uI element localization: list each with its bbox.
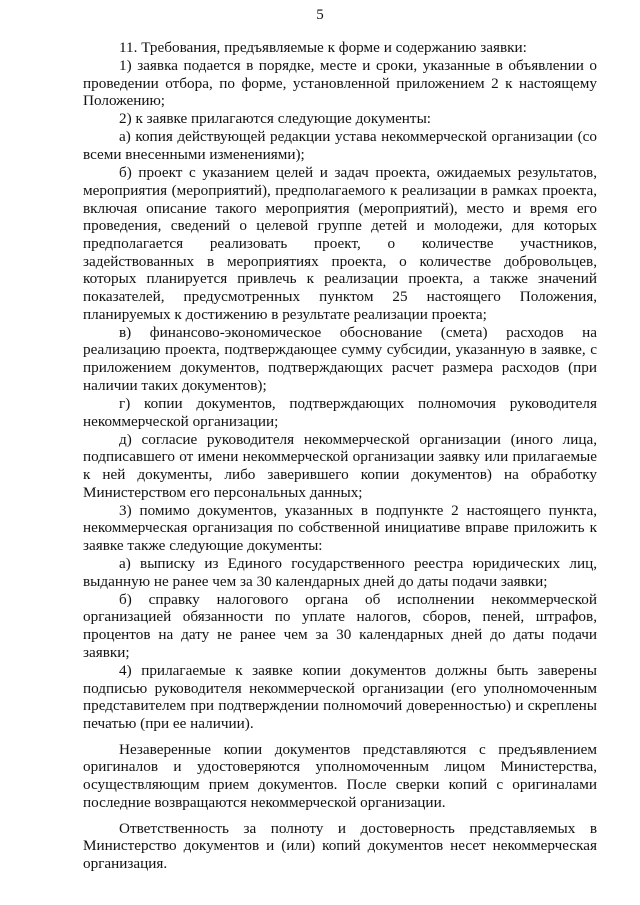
page-number: 5	[316, 7, 324, 23]
paragraph-item-4: 4) прилагаемые к заявке копии документов должны быть заверены подписью руководителя некоммерческой организации (его уполномоченным представителем при подтверждении полномочий доверенностью) и скреплены печатью (при ее наличии).	[83, 661, 597, 732]
paragraph-item-2a: а) копия действующей редакции устава некоммерческой организации (со всеми внесенными изменениями);	[83, 128, 597, 164]
paragraph-item-3a: а) выписку из Единого государственного реестра юридических лиц, выданную не ранее чем за 30 календарных дней до даты подачи заявки;	[83, 555, 597, 590]
document-body	[83, 39, 597, 873]
paragraph-item-2b: б) проект с указанием целей и задач проекта, ожидаемых результатов, мероприятия (мероприятий), предполагаемого к реализации в рамках проекта, включая описание такого мероприятия (мероприятий), место и время его проведения, сведений о целевой группе детей и молодежи, для которых предполагается реализовать проект, о количестве участников, задействованных в мероприятиях проекта, о количестве добровольцев, которых планируется привлечь к реализации проекта, а также значений показателей, предусмотренных пунктом 25 настоящего Положения, планируемых к достижению в результате реализации проекта;	[83, 164, 597, 323]
paragraph-item-2: 2) к заявке прилагаются следующие документы:	[119, 110, 431, 128]
paragraph-item-3: 3) помимо документов, указанных в подпункте 2 настоящего пункта, некоммерческая организация по собственной инициативе вправе приложить к заявке также следующие документы:	[83, 501, 597, 555]
paragraph-unverified-copies: Незаверенные копии документов представляются с предъявлением оригиналов и удостоверяются уполномоченным лицом Министерства, осуществляющим прием документов. После сверки копий с оригиналами последние возвращаются некоммерческой организации.	[83, 740, 597, 811]
paragraph-item-2v: в) финансово-экономическое обоснование (смета) расходов на реализацию проекта, подтверждающее сумму субсидии, указанную в заявке, с приложением документов, подтверждающих расчет размера расходов (при наличии таких документов);	[83, 323, 597, 394]
paragraph-item-3b: б) справку налогового органа об исполнении некоммерческой организацией обязанности по уплате налогов, сборов, пеней, штрафов, процентов на дату не ранее чем за 30 календарных дней до даты подачи заявки;	[83, 590, 597, 661]
section-heading-11: 11. Требования, предъявляемые к форме и содержанию заявки:	[119, 39, 527, 56]
paragraph-item-1: 1) заявка подается в порядке, месте и сроки, указанные в объявлении о проведении отбора, по форме, установленной приложением 2 к настоящему Положению;	[83, 57, 597, 110]
paragraph-responsibility: Ответственность за полноту и достоверность представляемых в Министерство документов и (или) копий документов несет некоммерческая организация.	[83, 819, 597, 872]
paragraph-item-2g: г) копии документов, подтверждающих полномочия руководителя некоммерческой организации;	[83, 394, 597, 430]
paragraph-item-2d: д) согласие руководителя некоммерческой организации (иного лица, подписавшего от имени некоммерческой организации заявку или прилагаемые к ней документы, либо заверившего копии документов) на обработку Министерством его персональных данных;	[83, 430, 597, 501]
